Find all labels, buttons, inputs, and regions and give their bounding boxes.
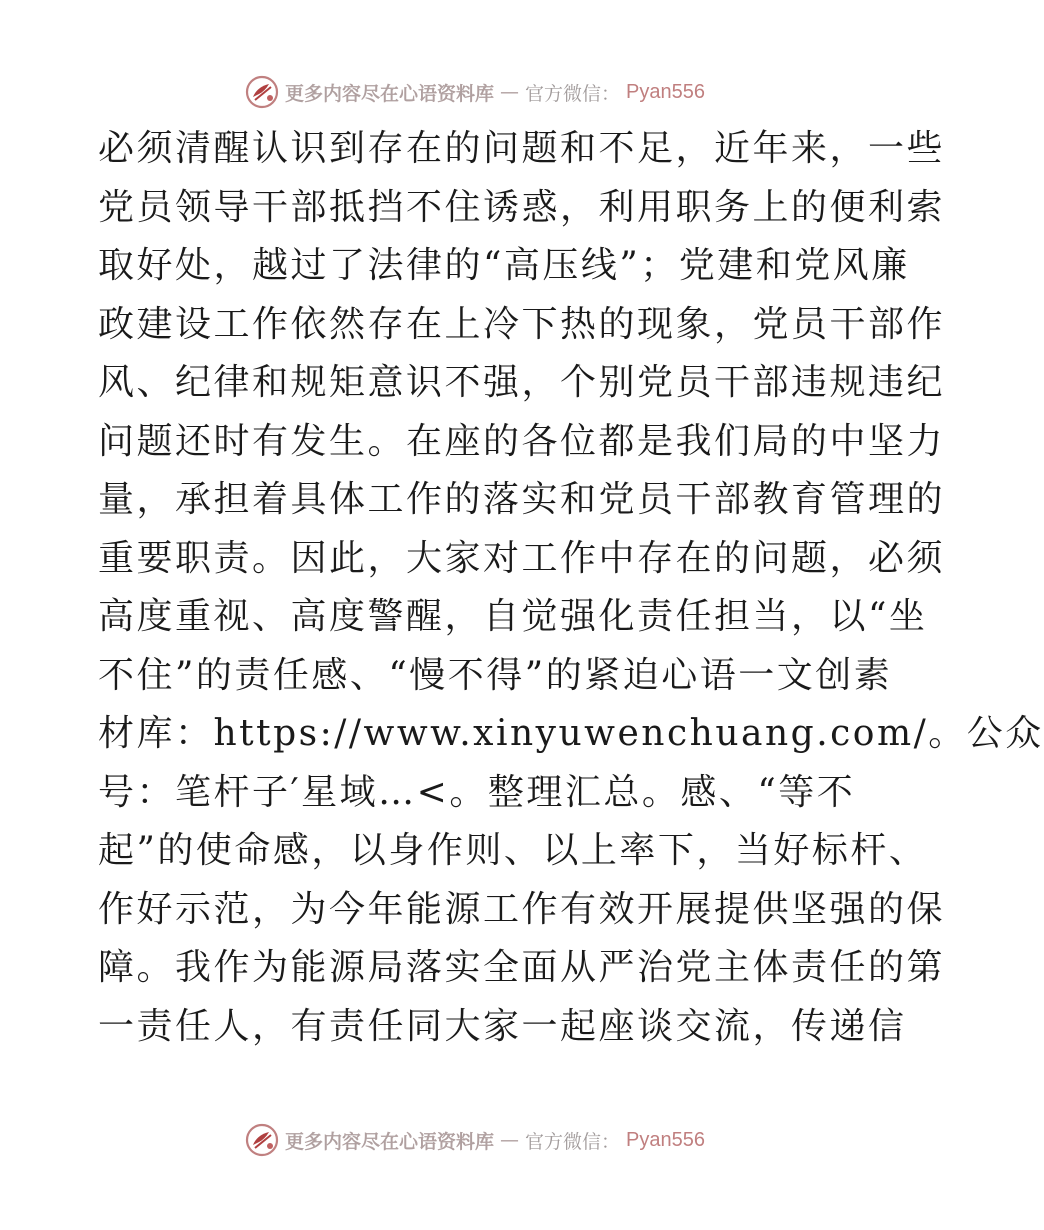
body-line: 党员领导干部抵挡不住诱惑，利用职务上的便利索 <box>98 186 946 228</box>
footer-watermark <box>0 1120 950 1160</box>
book-pen-logo-icon <box>245 75 279 109</box>
body-line: 问题还时有发生。在座的各位都是我们局的中坚力 <box>98 420 946 462</box>
body-line: 高度重视、高度警醒，自觉强化责任担当，以“坐 <box>98 596 928 637</box>
body-line: 风、纪律和规矩意识不强，个别党员干部违规违纪 <box>98 362 946 403</box>
header-watermark <box>0 72 950 112</box>
body-line: 不住”的责任感、“慢不得”的紧迫心语一文创素 <box>98 654 893 696</box>
book-pen-logo-icon <box>245 1123 279 1157</box>
body-line: 取好处，越过了法律的“高压线”；党建和党风廉 <box>98 245 910 286</box>
body-line: 作好示范，为今年能源工作有效开展提供坚强的保 <box>98 888 946 930</box>
body-line: 政建设工作依然存在上冷下热的现象，党员干部作 <box>98 303 946 345</box>
body-line: 重要职责。因此，大家对工作中存在的问题，必须 <box>98 537 946 579</box>
watermark-wechat-id: Pyan556 <box>626 80 705 103</box>
body-line: 必须清醒认识到存在的问题和不足，近年来，一些 <box>98 128 946 169</box>
document-body <box>98 120 1044 1056</box>
watermark-separator: — <box>500 1129 520 1151</box>
body-line: 量，承担着具体工作的落实和党员干部教育管理的 <box>98 479 946 520</box>
watermark-main-text: 更多内容尽在心语资料库 <box>285 1130 495 1153</box>
body-line: 障。我作为能源局落实全面从严治党主体责任的第 <box>98 947 946 988</box>
watermark-main-text: 更多内容尽在心语资料库 <box>285 82 495 105</box>
body-line: 一责任人，有责任同大家一起座谈交流，传递信 <box>98 1005 907 1047</box>
body-line: 材库：https://www.xinyuwenchuang.com/。公众 <box>98 713 1044 754</box>
watermark-separator: — <box>500 81 520 103</box>
watermark-official-label: 官方微信： <box>525 1130 621 1153</box>
body-line: 号：笔杆子′星域…<。整理汇总。感、“等不 <box>98 771 856 813</box>
watermark-official-label: 官方微信： <box>525 82 621 105</box>
watermark-wechat-id: Pyan556 <box>626 1128 705 1151</box>
body-line: 起”的使命感，以身作则、以上率下，当好标杆、 <box>98 830 928 871</box>
